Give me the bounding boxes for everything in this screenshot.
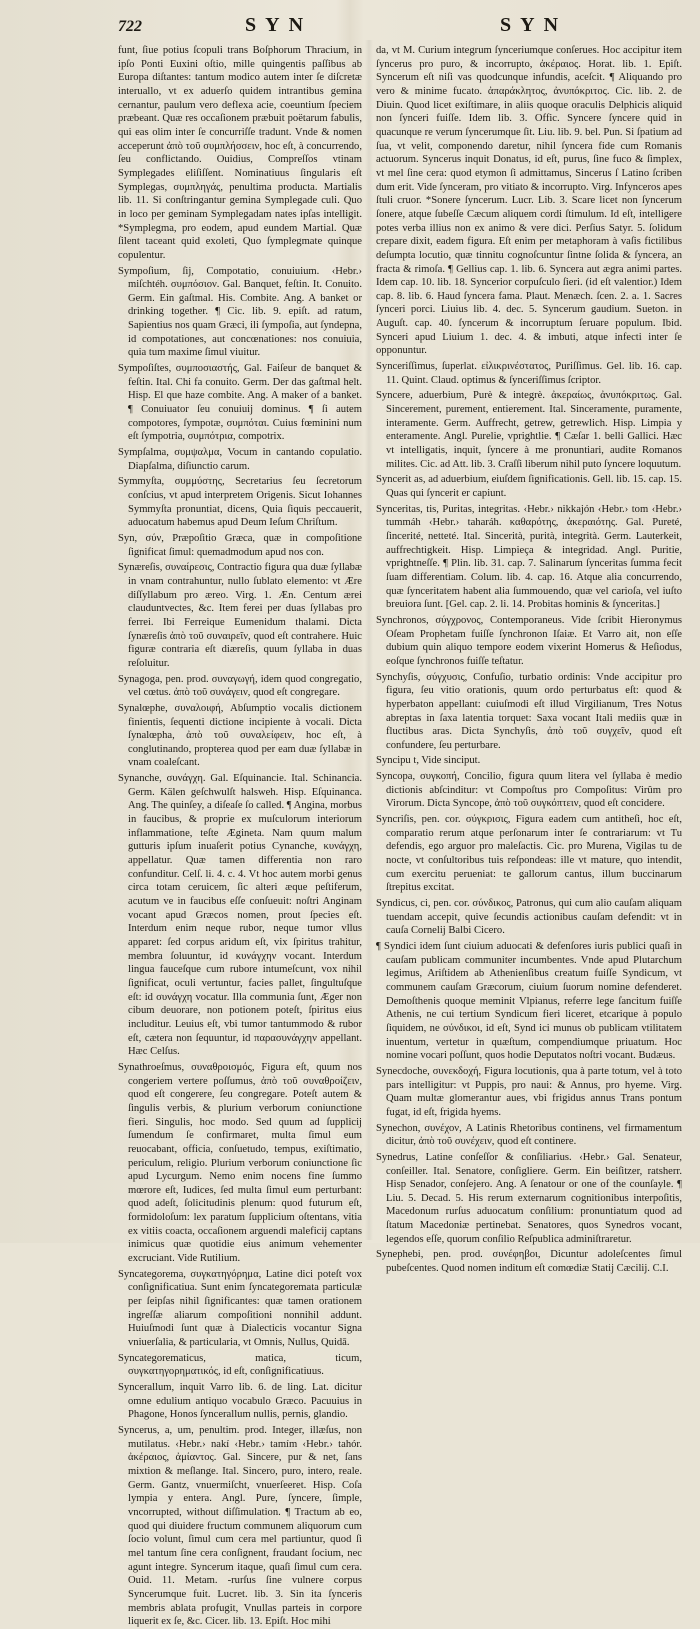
dictionary-entry: Synanche, συνάγχη. Gal. Eſquinancie. Ital. Schinancia. Germ. Kälen geſchwulſt halsweh. Hisp. Eſquinanca. Ang. The quinſey, a diſeaſe ſo called. ¶ Angina, morbus in faucibus, & proprie ex muſculorum interiorum inflammatione, teſte Ægineta. Nam quum malum gutturis ipſum inuaſerit potius Cynanche, κυνάγχη, appellatur. Quæ tamen differentia non raro confunditur. Celſ. li. 4. c. 4. Vt hoc autem morbi genus circa totam ceruicem, ſic alteri æque peſtiferum, acutum ve in faucibus eſſe conſueuit: noſtri Anginam vocant apud Græcos nomen, prout ſpecies eſt. Interdum enim neque rubor, neque tumor vllus apparet: ſed corpus aridum eſt, vix ſpiritus trahitur, membra ſoluuntur, id κυνάγχην vocant. Interdum lingua fauceſque cum rubore intumeſcunt, vox nihil ſignificat, oculi vertuntur, facies pallet, ſingultuſque eſt: id συνάγχη vocatur. Illa communia ſunt, Æger non cibum deuorare, non potionem poteſt, ſpiritus eius includitur. Leuius eſt, vbi tumor tantummodo & rubor eſt, cætera non ſequuntur, id παρασυνάγχην appellant. Hæc Celſus. — [118, 773, 362, 1058]
dictionary-entry: Synchronos, σύγχρονος, Contemporaneus. Vide ſcribit Hieronymus Oſeam Prophetam fuiſſe ſynchronon Iſaiæ. Et Varro ait, non eſſe dubium quin aliquo tempore eodem vixerint Homerus & Heſiodus, eoſque ſynchronos fuiſſe teſtatur. — [376, 614, 682, 667]
dictionary-entry: Synephebi, pen. prod. συνέφηβοι, Dicuntur adoleſcentes ſimul pubeſcentes. Quod nomen inditum eſt comœdiæ Statij Cæcilij. C.I. — [376, 1249, 682, 1275]
dictionary-entry: Synagoga, pen. prod. συναγωγή, idem quod congregatio, vel cœtus. ἀπὸ τοῦ συνάγειν, quod eſt congregare. — [118, 673, 362, 699]
dictionary-entry: Sympſalma, συμψαλμα, Vocum in cantando copulatio. Diapſalma, diſiunctio carum. — [118, 447, 362, 472]
dictionary-entry: Symmyſta, συμμύστης, Secretarius ſeu ſecretorum conſcius, vt apud interpretem Origenis. Sicut Iohannes Symmyſta pronuntiat, dicens, Quia ſiquis peccauerit, aduocatum habemus apud Deum Ieſum Chriſtum. — [118, 476, 362, 529]
dictionary-entry: Synecdoche, συνεκδοχή, Figura locutionis, qua à parte totum, vel à toto pars intelligitur: vt Puppis, pro naui: & Annus, pro hyeme. Virg. Quam multæ glomerantur aues, vbi frigidus annus Trans pontum fugat, id eſt, frigida hyems. — [376, 1065, 682, 1118]
dictionary-entry: Synechon, συνέχον, A Latinis Rhetoribus continens, vel firmamentum dicitur, ἀπὸ τοῦ συνέχειν, quod eſt continere. — [376, 1122, 682, 1148]
dictionary-entry: Syncopa, συγκοπή, Concilio, figura quum litera vel ſyllaba è medio dictionis abſcinditur: vt Compoſtus pro Compoſitus: Virûm pro Virorum. Dicta Syncope, ἀπὸ τοῦ συγκόπτειν, quod eſt concidere. — [376, 771, 682, 810]
dictionary-entry: Synathroeſmus, συναθροισμός, Figura eſt, quum nos congeriem vertere poſſumus, ἀπὸ τοῦ συναθροίζειν, quod eſt congerere, ſeu congregare. Poteſt autem & ſingulis verbis, & plurium verborum coniunctione fieri. Singulis, hoc modo. Sed quum ad ſupplicij ſumendum ſe confirmaret, multa ſimul eum reuocabant, officia, conſuetudo, tempus, exiſtimatio, periculum, religio. Plurium verborum coniunctione ſic apud Lycurgum. Nemo enim nocens fine ſummo mœrore eſt, Iudices, ſed multa ſimul eum perturbant: quod adeſt, ſolicitudinis plenum: quod futurum eſt, formidoloſum: lex paratum ſupplicium oſtentans, vitia ex vitiis coacta, occaſionem arguendi maleficij captans inimicus quæ quotidie eius animum vehementer excruciant. Vide Rutilium. — [118, 1061, 362, 1265]
dictionary-entry: Syndicus, ci, pen. cor. σύνδικος, Patronus, qui cum alio cauſam aliquam tuendam accepit, quive ſecundis actionibus cauſam defendit: vt in cauſa Cornelij Balbi Cicero. — [376, 898, 682, 937]
dictionary-entry: Syncerallum, inquit Varro lib. 6. de ling. Lat. dicitur omne edulium antiquo vocabulo Græco. Pacuuius in Phagone, Honos ſyncerallum nullis, pernis, glandio. — [118, 1382, 362, 1421]
dictionary-entry: Syncipu t, Vide sinciput. — [376, 755, 481, 767]
dictionary-entry: Sympoſiſtes, συμποσιαστής, Gal. Faiſeur de banquet & feſtin. Ital. Chi fa conuito. Germ. Der das gaſtmal helt. Hisp. El que haze combite. Ang. A maker of a banket. ¶ Conuiuator ſeu conuiuij dominus. ¶ ſi autem compotores, ſympotæ, συμπόται. Cuius fœminini num eſt ſympotria, συμπότρια, compotrix. — [118, 363, 362, 443]
dictionary-entry: Synceritas, tis, Puritas, integritas. ‹Hebr.› nikkajón ‹Hebr.› tom ‹Hebr.› tummáh ‹Hebr.› taharáh. καθαρότης, ἀκεραιότης. Gal. Pureté, ſincerité, netteté. Ital. Sincerità, purità, integrità. Germ. Lauterkeit, auffrechtigkeit. Hisp. Limpieça & integridad. Angl. Puritie, vprightneſſe. ¶ Plin. lib. 31. cap. 7. Salinarum ſynceritas ſumma fecit ſuam differentiam. Colum. lib. 4. cap. 16. Atque alia concurrendo, quæ ſynceritatem habent alia ſummouendo, quæ vel carioſa, vel iuſto breuiora ſunt. [Gel. cap. 2. li. 14. Probitas hominis & ſynceritas.] — [376, 503, 682, 611]
dictionary-entry: Sympoſium, ſij, Compotatio, conuiuium. ‹Hebr.› miſchtéh. συμπόσιον. Gal. Banquet, feſtin. It. Conuito. Germ. Ein gaſtmal. His. Combite. Ang. A banket or drinking together. ¶ Cic. lib. 9. epiſt. ad ratum, Sapientius nos quam Græci, ili ſympoſia, aut ſyndepna, id compotationes, aut concœnationes: nos conuiuia, quia tum maxime ſimul viuitur. — [118, 265, 362, 359]
right-column — [376, 44, 682, 1275]
left-column — [118, 44, 362, 1628]
dictionary-entry: Syncerus, a, um, penultim. prod. Integer, illæſus, non mutilatus. ‹Hebr.› nakí ‹Hebr.› tamím ‹Hebr.› tahór. ἀκέραιος, ἀμίαντος. Gal. Sincere, pur & net, ſans mixtion & meſlange. Ital. Sincero, puro, intero, reale. Germ. Gantz, vnuermiſcht, vnuerſeeret. Hisp. Coſa lympia y entera. Angl. Pure, ſyncere, ſimple, vncorrupted, without diſſimulation. ¶ Tractum ab eo, quod qui diuidere fructum communem aliquorum cum ſocio volunt, ſimul cum cera mel partiuntur, quod ſi mel tantum ſine cera conſignent, fraudant ſocium, nec agunt integre. Syncerum itaque, quaſi ſimul cum cera. Ouid. 11. Metam. ‑rurſus ſine vulnere corpus Syncerumque fuit. Lucret. lib. 3. Sin ita ſynceris membris ablata profugit, Vnullas parteis in corpore liquerit ex ſe, &c. Cicer. lib. 13. Epiſt. Hoc mihi — [118, 1424, 362, 1628]
dictionary-entry: Syncategorema, συγκατηγόρημα, Latine dici poteſt vox conſignificatiua. Sunt enim ſyncategoremata particulæ per ſeipſas nihil ſignificantes: quæ tamen orationem ingreſſæ aliarum compoſitioni nonnihil addunt. Huiuſmodi ſunt quæ à Dialecticis vocantur Signa vniuerſalia, & particularia, vt Omnis, Nullus, Quidā. — [118, 1268, 362, 1349]
dictionary-entry: Synceriſſimus, ſuperlat. εἰλικρινέστατος, Puriſſimus. Gel. lib. 16. cap. 11. Quint. Claud. optimus & ſynceriſſimus ſcriptor. — [376, 361, 682, 386]
running-head-left: SYN — [245, 14, 313, 36]
page-number: 722 — [118, 18, 142, 35]
dictionary-entry: Syncriſis, pen. cor. σύγκρισις, Figura eadem cum antitheſi, hoc eſt, comparatio rerum atque perſonarum inter ſe contrariarum: vt Tu defendis, ego arguor pro maleſactis. Cic. pro Murena, Vigilas tu de nocte, vt conſultoribus tuis reſpondeas: ille vt mature, quo intendit, cum exercitu perueniat: te gallorum cantus, illum buccinarum ſtrepitus excitat. — [376, 814, 682, 894]
dictionary-entry: funt, ſiue potius ſcopuli trans Boſphorum Thracium, in ipſo Ponti Euxini oſtio, mille quingentis paſſibus ab Europa diſtantes: tantum modico autem inter ſe diſcretæ interuallo, vt ex aduerſo quidem intrantibus gemina cernantur, paulum vero deflexa acie, coeuntium ſpeciem præbeant. Quæ res occaſionem præbuit poëtarum fabulis, qui eas olim inter ſe concurriſſe tradunt. Vnde & nomen acceperunt ἀπὸ τοῦ συμπλήσσειν, hoc eſt, à concurrendo, ſeu conflictando. Ouidius, Compreſſos vtinam Symplegades eliſiſſent. Nominatiuus ſingularis eſt Symplegas, συμπληγάς, penultima producta. Martialis lib. 11. Si conſtringantur gemina Symplegade culi. Quo in loco per geminam Symplegadam nates ipſas intelligit. *Symplegma, pro eodem, apud eundem Martial. Quæ ſilent taceant quid exoleti, Quo ſymplegmate quinque copulentur. — [118, 45, 362, 261]
running-head-right: SYN — [500, 14, 568, 36]
dictionary-entry: ¶ Syndici idem ſunt ciuium aduocati & defenſores iuris publici quaſi in cauſam publicam communiter incumbentes. Vnde apud Plutarchum legimus, Ariſtidem ab Athenienſibus creatum fuiſſe Syndicum, vt communem cauſam Græcorum, ciuium ſuorum nomine defenderet. Demoſthenis quoque meminit Vlpianus, referre lege ſancitum fuiſſe Athenis, ne cui tertium Syndicum fieri liceret, etcarique à populo ſiquidem, ne σύνδικοι, id eſt, Synd ici munus ob publicam vtilitatem inuentum, vertetur in quæſtum, compendiumque priuatum. Hoc nomine vocari poſſunt, quos hodie Deputatos noſtri vocant. Budæus. — [376, 941, 682, 1062]
dictionary-entry: Synedrus, Latine conſeſſor & conſiliarius. ‹Hebr.› Gal. Senateur, conſeiller. Ital. Senatore, conſigliere. Germ. Ein beiſitzer, ratsherr. Hisp Senador, conſejero. Ang. A ſenatour or one of the counſayle. ¶ Liu. 5. Decad. 5. His rerum externarum cognitionibus interpoſitis, Macedonum rurſus aduocatum conſilium: pronuntiatum quod ad ſtatum Macedoniæ pertinebat. Senatores, quos Synedros vocant, legendos eſſe, quorum conſilio Reſpublica adminiſtraretur. — [376, 1151, 682, 1245]
dictionary-entry: da, vt M. Curium integrum ſynceriumque conſerues. Hoc accipitur item ſyncerus pro puro, & incorrupto, ἀκέραιος. Horat. lib. 1. Epiſt. Syncerum eſt niſi vas quodcunque infundis, aceſcit. ¶ Aliquando pro vero & minime fucato. ἀπαράκλητος, ἀνυπόκριτος. Cic. lib. 2. de Diuin. Quod licet exiſtimare, in aliis quoque oraculis Delphicis aliquid non ſynceri fuiſſe. Idem lib. 3. Offic. Syncere ſyncere quid in quacunque re verum ſyncerumque ſit. Liu. lib. 9. bel. Pun. Si ſpatium ad ſua, vt velit, componendo daretur, nihil ſyncera fide cum Romanis actuorum. Syncerus inquit Donatus, id eſt, purus, ſine fuco & ſimplex, vt mel ſine cera: quod etymon ſi admittamus, Sincerus ſ Latino ſcriben dum erit. Vide ſynceram, pro vitiato & incorrupto. Virg. Infynceros apes ſtuli cruor. *Sonere ſyncerum. Lucr. Lib. 3. Scare licet non ſyncerum ſonere, atque ſubeſſe Cæcum aliquem cordi ſtimulum. Id eſt, intelligere potes verba illius non ex animo & vere dici. Perſius Satyr. 5. ſolidum crepare dixit, eadem figura. Eſt enim per metaphoram à vaſis fictilibus deſumpta locutio, quæ tinnitu cognoſcuntur ſintne ſolida & ſyncera, an fracta & rimoſa. ¶ Gellius cap. 1. lib. 6. Syncera aut ægra animi partes. Idem cap. 10. lib. 18. Syncerior corpuſculo ſieri. (id eſt valentior.) Idem cap. 8. lib. 6. Haud ſyncera fama. Plaut. Menæch. ſcen. 2. a. 1. Sacres ſynceri porci. Liuius lib. 4. dec. 5. Syncerum gaudium. Sueton. in Auguſt. cap. 40. ſyncerum & incorruptum ſeruare populum. Ibid. Synceri apud Liuium 1. dec. 4. & imbuti, atque infecti inter ſe opponuntur. — [376, 45, 682, 357]
dictionary-entry: Syn, σύν, Præpoſitio Græca, quæ in compoſitione ſignificat ſimul: quemadmodum apud nos con. — [118, 532, 362, 558]
dictionary-entry: Synchyſis, σύγχυσις, Confuſio, turbatio ordinis: Vnde accipitur pro figura, ſeu vitio orationis, quum ordo perturbatus eſt: quod & hyperbaton appellant: cuiuſmodi eſt illud Virgilianum, Tres Notus abreptas in ſaxa latentia torquet: Saxa vocant Itali mediis quæ in fluctibus aras. Dicta Synchyſis, ἀπὸ τοῦ συγχεῖν, quod eſt confundere, ſeu perturbare. — [376, 671, 682, 751]
gutter-shadow — [365, 40, 373, 1240]
dictionary-entry: Syncategorematicus, matica, ticum, συγκατηγορηματικός, id eſt, conſignificatiuus. — [118, 1352, 362, 1378]
dictionary-entry: Synæreſis, συναίρεσις, Contractio figura qua duæ ſyllabæ in vnam contrahuntur, nullo ſublato elemento: vt Ære diſſyllabum pro æreo. Virg. 1. Æn. Centum ærei clauduntvectes, &c. Item ferei per duas ſyllabas pro ferrei. Ibi Ferreique Eumenidum thalami. Dicta ſynæreſis ἀπὸ τοῦ συναιρεῖν, quod eſt contrahere. Huic figuræ contraria eſt diæreſis, quum ſyllaba in duas reſoluitur. — [118, 562, 362, 669]
dictionary-entry: Syncere, aduerbium, Purè & integrè. ἀκεραίως, ἀνυπόκριτως. Gal. Sincerement, purement, entierement. Ital. Sinceramente, puramente, interamente. Germ. Auffrecht, getrew, getrewlich. Hisp. Limpia y enteramente. Angl. Purelie, vprightlie. ¶ Cæſar 1. belli Gallici. Hæc vt intelligatis, inquit, ſyncere à me pronuntiari, audite Romanos milites. Cic. ad Att. lib. 3. Craſſi liberum nihil puto ſyncere loquutum. — [376, 390, 682, 470]
dictionary-entry: Synalœphe, συναλοιφή, Abſumptio vocalis dictionem finientis, ſequenti dictione incipiente à vocali. Dicta ſynalœpha, ἀπὸ τοῦ συναλείφειν, hoc eſt, à conglutinando, propterea quod per eam duæ ſyllabæ in vnam coaleſcant. — [118, 702, 362, 769]
dictionary-entry: Syncerit as, ad aduerbium, eiuſdem ſignificationis. Gell. lib. 15. cap. 15. Quas qui ſyncerit er capiunt. — [376, 474, 682, 499]
